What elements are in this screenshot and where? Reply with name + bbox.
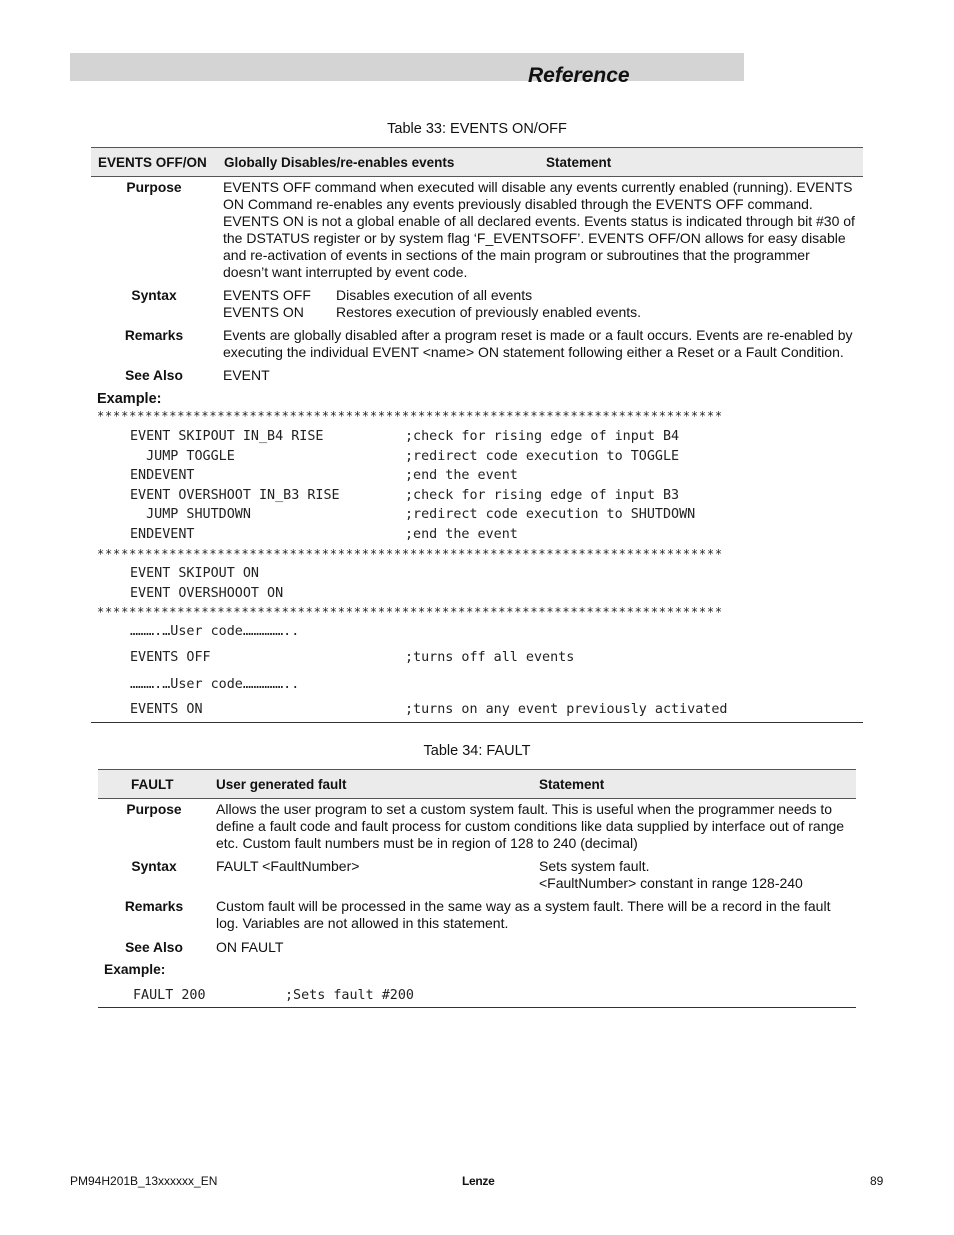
code-comment: ;Sets fault #200	[285, 988, 414, 1003]
remarks-line: executing the individual EVENT <name> ON statement following either a Reset or a Fault Condition.	[223, 344, 844, 360]
code-line: ENDEVENT	[130, 468, 195, 483]
table34-syntax-label: Syntax	[131, 859, 177, 874]
purpose-line: ON Command re-enables any events previously disabled through the EVENTS OFF command.	[223, 196, 813, 212]
table33-see-also-label: See Also	[125, 368, 183, 383]
table34-purpose-label: Purpose	[126, 802, 182, 817]
table33-remarks-text	[223, 327, 853, 361]
table34-remarks-text	[216, 898, 830, 932]
code-comment: ;redirect code execution to SHUTDOWN	[405, 507, 696, 522]
code-comment: ;turns off all events	[405, 650, 575, 665]
code-line: EVENTS ON	[130, 702, 203, 717]
code-line: EVENT OVERSHOOOT ON	[130, 586, 284, 601]
code-line: EVENT SKIPOUT ON	[130, 566, 259, 581]
purpose-line: EVENTS ON is not a global enable of all declared events. Events status is indicated through bit #30 of	[223, 213, 855, 229]
code-comment: ;end the event	[405, 468, 518, 483]
page-number: 89	[870, 1174, 884, 1188]
table33-col3-header: Statement	[546, 155, 612, 170]
table33-purpose-text	[223, 179, 855, 281]
table34-col2-header: User generated fault	[216, 777, 347, 792]
table34-example-label: Example:	[104, 962, 166, 977]
table33-col1-header: EVENTS OFF/ON	[98, 155, 207, 170]
table34-bottom-rule	[98, 1007, 856, 1008]
remarks-line: Events are globally disabled after a program reset is made or a fault occurs. Events are re-enabled by	[223, 327, 853, 343]
table33-see-also-value: EVENT	[223, 367, 270, 383]
code-line: JUMP SHUTDOWN	[130, 507, 251, 522]
table33	[91, 147, 863, 723]
table34-remarks-label: Remarks	[124, 899, 184, 914]
syntax-desc-line: Sets system fault.	[539, 858, 650, 874]
purpose-line: the DSTATUS register or by system flag ‘F_EVENTSOFF’. EVENTS OFF/ON allows for easy disable	[223, 230, 846, 246]
table34-caption: Table 34: FAULT	[423, 743, 531, 759]
section-title: Reference	[528, 64, 630, 87]
code-comment: ;check for rising edge of input B4	[405, 429, 680, 444]
table33-syntax-label: Syntax	[131, 288, 177, 303]
table34-see-also-value: ON FAULT	[216, 939, 284, 955]
code-line: EVENT SKIPOUT IN_B4 RISE	[130, 429, 324, 444]
table33-remarks-label: Remarks	[124, 328, 184, 343]
remarks-line: log. Variables are not allowed in this statement.	[216, 915, 509, 931]
purpose-line: Allows the user program to set a custom system fault. This is useful when the programmer needs to	[216, 801, 833, 817]
code-comment: ;redirect code execution to TOGGLE	[405, 449, 680, 464]
purpose-line: define a fault code and fault process for custom conditions like data supplied by interface out of range	[216, 818, 845, 834]
code-comment: ;end the event	[405, 527, 518, 542]
table33-syntax-desc-1: Disables execution of all events	[336, 287, 533, 303]
table34-see-also-label: See Also	[125, 940, 183, 955]
syntax-desc-line: <FaultNumber> constant in range 128-240	[539, 875, 803, 891]
footer-brand: Lenze	[462, 1174, 495, 1188]
table33-syntax-desc-2: Restores execution of previously enabled events.	[336, 304, 642, 320]
table34-col3-header: Statement	[539, 777, 605, 792]
asterisk-separator: ******************************************************************************	[97, 409, 723, 423]
asterisk-separator: ******************************************************************************	[97, 547, 723, 561]
remarks-line: Custom fault will be processed in the same way as a system fault. There will be a record in the fault	[216, 898, 831, 914]
purpose-line: etc. Custom fault numbers must be in region of 128 to 240 (decimal)	[216, 835, 638, 851]
purpose-line: doesn’t want interrupted by event code.	[223, 264, 468, 280]
table34-header	[98, 769, 856, 799]
header-bar	[70, 53, 744, 81]
table33-example-label: Example:	[97, 391, 162, 407]
table34-syntax-desc	[539, 858, 803, 892]
table33-syntax-cmd-2: EVENTS ON	[223, 304, 304, 320]
table33-bottom-rule	[91, 722, 863, 723]
table33-col2-header: Globally Disables/re-enables events	[224, 155, 455, 170]
purpose-line: and re-activation of events in sections of the main program or subroutines that the programmer	[223, 247, 810, 263]
table33-header	[91, 147, 863, 177]
code-line: JUMP TOGGLE	[130, 449, 235, 464]
table34-purpose-text	[216, 801, 844, 852]
table33-purpose-label: Purpose	[126, 180, 182, 195]
table34	[98, 769, 856, 1008]
code-comment: ;check for rising edge of input B3	[405, 488, 680, 503]
code-line: EVENT OVERSHOOT IN_B3 RISE	[130, 488, 340, 503]
footer-doc-id: PM94H201B_13xxxxxx_EN	[70, 1174, 218, 1188]
code-line: ……….…User code……………..	[130, 624, 300, 639]
code-line: ENDEVENT	[130, 527, 195, 542]
table33-syntax-cmd-1: EVENTS OFF	[223, 287, 311, 303]
code-line: EVENTS OFF	[130, 650, 211, 665]
code-comment: ;turns on any event previously activated	[405, 702, 728, 717]
table34-col1-header: FAULT	[131, 777, 174, 792]
table33-caption: Table 33: EVENTS ON/OFF	[387, 121, 567, 137]
asterisk-separator: ******************************************************************************	[97, 605, 723, 619]
code-line: FAULT 200	[133, 988, 206, 1003]
code-line: ……….…User code……………..	[130, 677, 300, 692]
table34-syntax-cmd: FAULT <FaultNumber>	[216, 858, 360, 874]
purpose-line: EVENTS OFF command when executed will disable any events currently enabled (running). EVENTS	[223, 179, 853, 195]
